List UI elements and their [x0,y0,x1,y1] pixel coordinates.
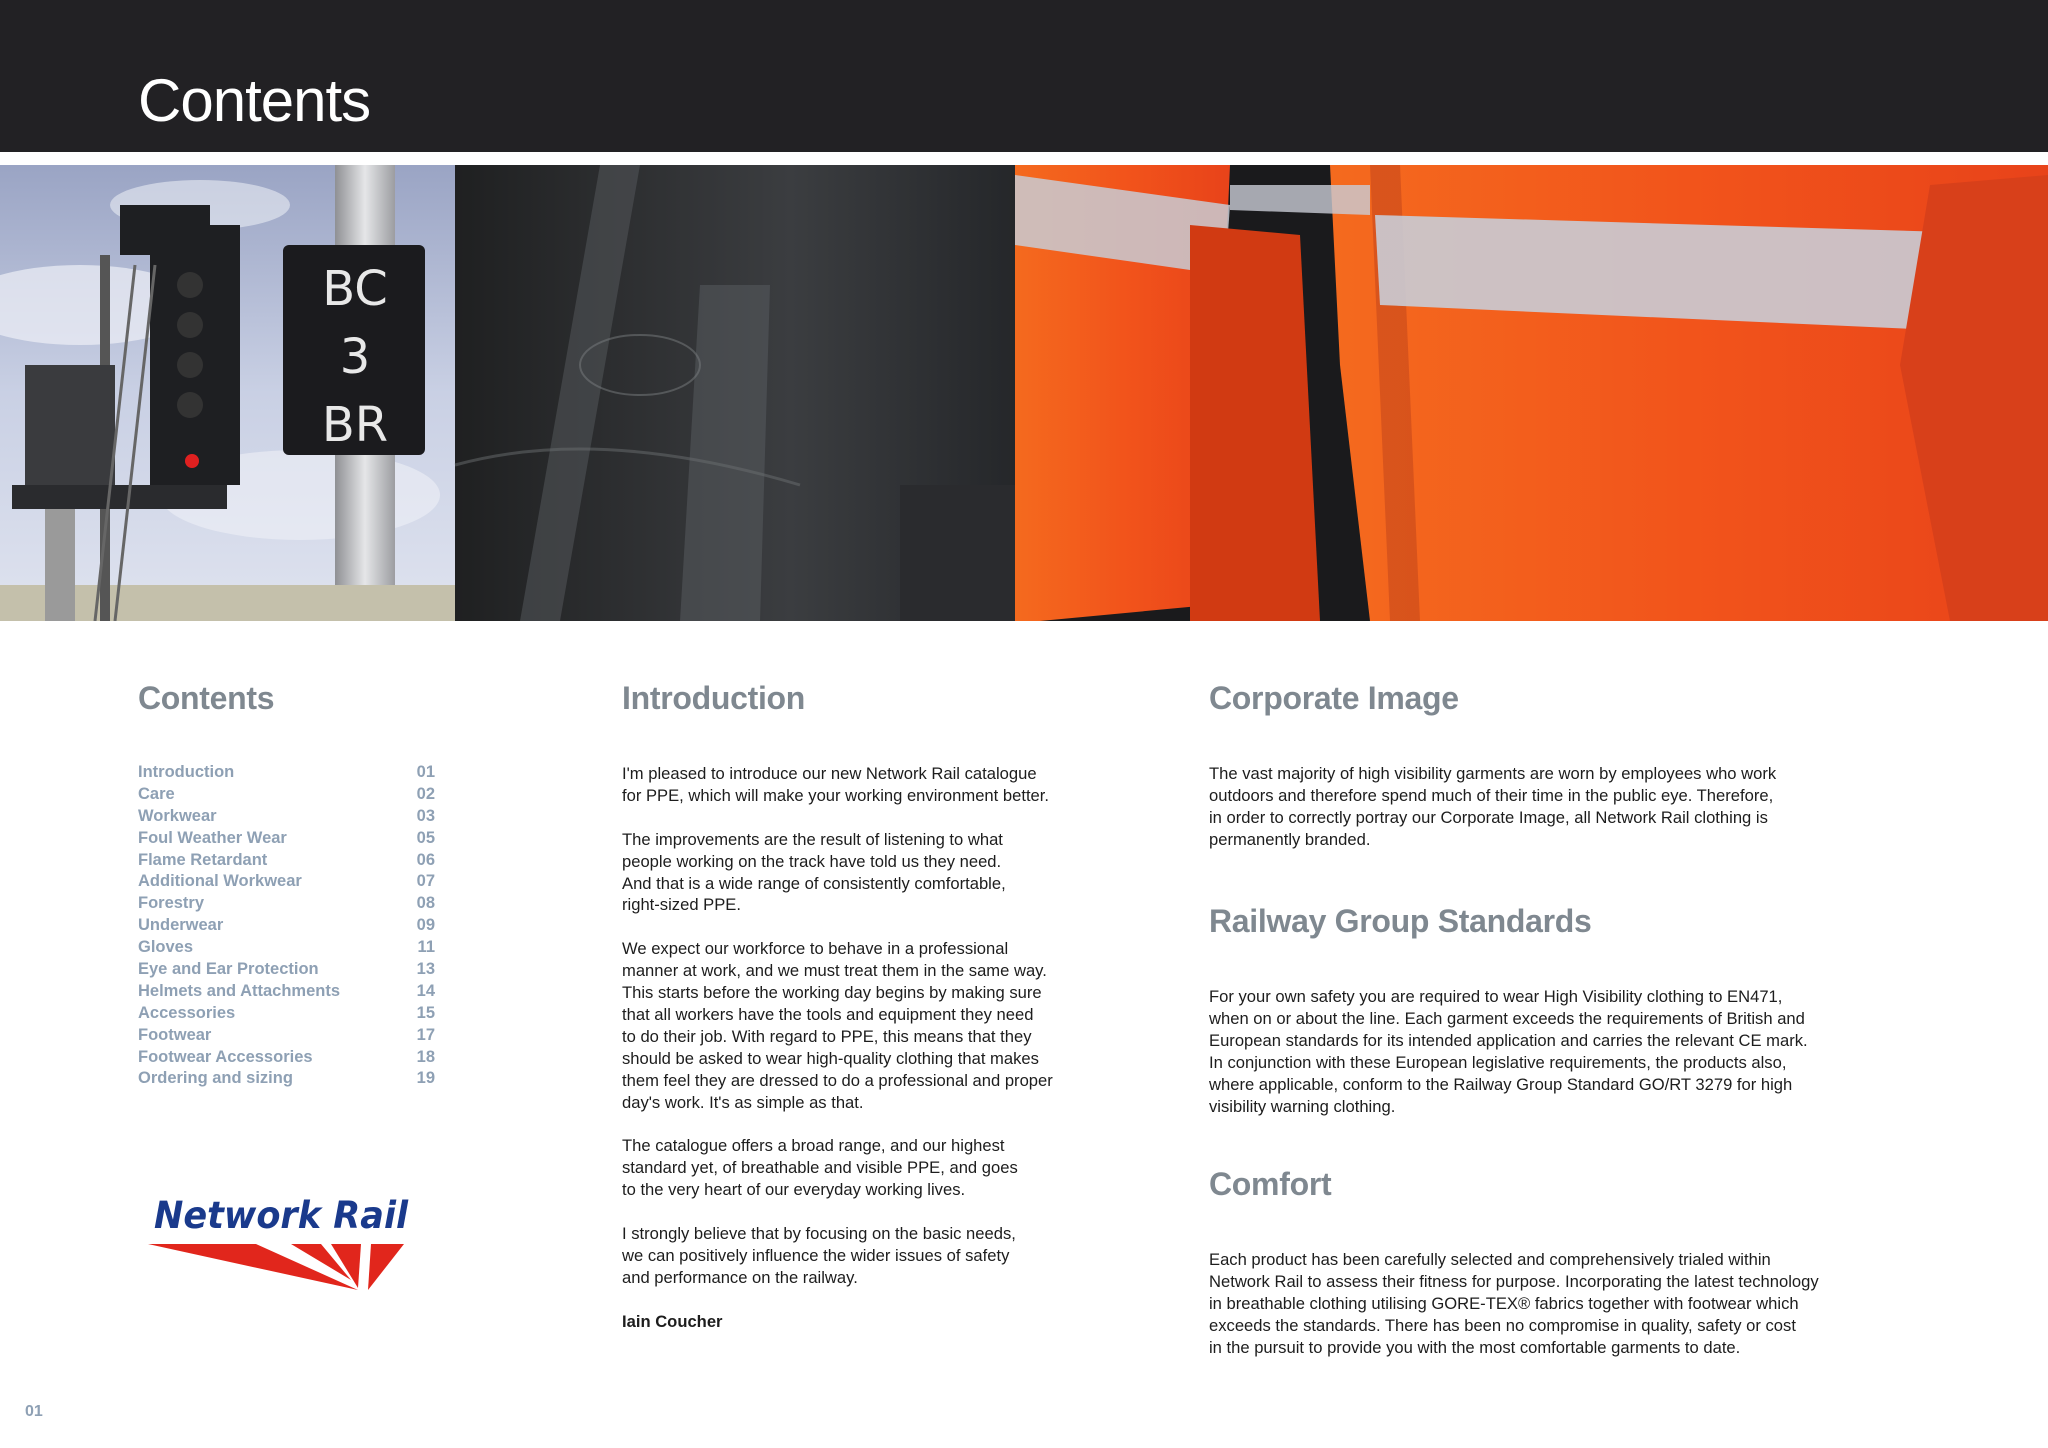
sign-line-1: BC [322,261,388,317]
toc-label: Introduction [138,763,235,781]
toc-item[interactable] [138,1004,435,1026]
toc-item[interactable] [138,1069,435,1091]
toc-item[interactable] [138,851,435,873]
toc-page: 09 [416,916,435,935]
paragraph: The improvements are the result of listening to what people working on the track have told us they need. And that is a wide range of consistently comfortable, right-sized PPE. [622,829,1006,915]
toc-label: Eye and Ear Protection [138,960,319,979]
toc-page: 02 [416,784,435,803]
toc-item[interactable] [138,785,435,807]
page-title: Contents [138,67,371,134]
introduction-body [622,763,1092,1354]
toc-page: 17 [416,1025,435,1044]
toc-label: Workwear [138,806,217,825]
paragraph: I'm pleased to introduce our new Network Rail catalogue for PPE, which will make your working environment better. [622,764,1050,805]
sign-line-2: 3 [339,329,371,385]
table-of-contents [138,763,435,1091]
banner-illustration [0,165,2048,621]
railway-standards-body [1209,986,1849,1139]
toc-item[interactable] [138,763,435,785]
toc-page: 13 [416,960,435,979]
toc-item[interactable] [138,982,435,1004]
railway-standards-heading: Railway Group Standards [1209,903,1592,939]
introduction-heading: Introduction [622,680,806,716]
toc-label: Forestry [138,894,205,913]
signal-photo [0,165,455,621]
toc-page: 19 [416,1069,435,1088]
signature: Iain Coucher [622,1311,723,1331]
paragraph: We expect our workforce to behave in a professional manner at work, and we must treat them in the same way. This starts before the working day begins by making sure that all workers have the tools and equipment they need to do their job. With regard to PPE, this means that they should be asked to wear high-quality clothing that makes them feel they are dressed to do a professional and proper day's work. It's as simple as that. [622,939,1053,1112]
paragraph: For your own safety you are required to wear High Visibility clothing to EN471, when on or about the line. Each garment exceeds the requirements of British and European standards for its intended application and carries the relevant CE mark. In conjunction with these European legislative requirements, the products also, where applicable, conform to the Railway Group Standard GO/RT 3279 for high visibility warning clothing. [1209,987,1808,1116]
page-number: 01 [25,1403,43,1420]
comfort-body [1209,1249,1849,1380]
toc-item[interactable] [138,1048,435,1070]
paragraph: Each product has been carefully selected and comprehensively trialed within Network Rail to assess their fitness for purpose. Incorporating the latest technology in breathable clothing utilising GORE-TEX® fabrics together with footwear which exceeds the standards. There has been no compromise in quality, safety or cost in the pursuit to provide you with the most comfortable garments to date. [1209,1250,1819,1357]
network-rail-logo [146,1192,416,1292]
toc-page: 03 [416,806,435,825]
toc-label: Helmets and Attachments [138,981,341,1000]
paragraph: The catalogue offers a broad range, and our highest standard yet, of breathable and visible PPE, and goes to the very heart of our everyday working lives. [622,1136,1018,1200]
toc-label: Underwear [138,916,224,935]
header-bar [0,0,2048,152]
paragraph: I strongly believe that by focusing on the basic needs, we can positively influence the wider issues of safety and performance on the railway. [622,1223,1016,1287]
toc-item[interactable] [138,938,435,960]
banner-photo [0,165,2048,621]
toc-label: Footwear [138,1025,212,1044]
toc-item[interactable] [138,829,435,851]
logo-text: Network Rail [154,1194,410,1237]
comfort-heading: Comfort [1209,1166,1332,1202]
toc-page: 15 [416,1003,435,1022]
toc-label: Care [138,784,175,803]
toc-item[interactable] [138,916,435,938]
corporate-image-body [1209,763,1849,873]
toc-page: 18 [416,1047,435,1066]
toc-item[interactable] [138,960,435,982]
toc-page: 07 [416,872,435,891]
toc-item[interactable] [138,807,435,829]
contents-heading: Contents [138,680,275,716]
toc-page: 01 [416,763,435,781]
toc-label: Ordering and sizing [138,1069,293,1088]
toc-page: 05 [416,828,435,847]
toc-label: Foul Weather Wear [138,828,287,847]
toc-page: 06 [416,850,435,869]
hi-vis-photo [1015,165,2048,621]
sign-line-3: BR [321,397,389,453]
toc-label: Additional Workwear [138,872,302,891]
toc-label: Gloves [138,938,194,957]
toc-item[interactable] [138,1026,435,1048]
toc-label: Footwear Accessories [138,1047,313,1066]
toc-item[interactable] [138,894,435,916]
toc-item[interactable] [138,872,435,894]
toc-label: Flame Retardant [138,850,268,869]
toc-page: 08 [416,894,435,913]
corporate-image-heading: Corporate Image [1209,680,1459,716]
toc-label: Accessories [138,1003,236,1022]
toc-page: 11 [417,938,435,957]
toc-page: 14 [416,981,435,1000]
paragraph: The vast majority of high visibility garments are worn by employees who work outdoors and therefore spend much of their time in the public eye. Therefore, in order to correctly portray our Corporate Image, all Network Rail clothing is permanently branded. [1209,764,1777,849]
track-photo [455,165,1015,621]
